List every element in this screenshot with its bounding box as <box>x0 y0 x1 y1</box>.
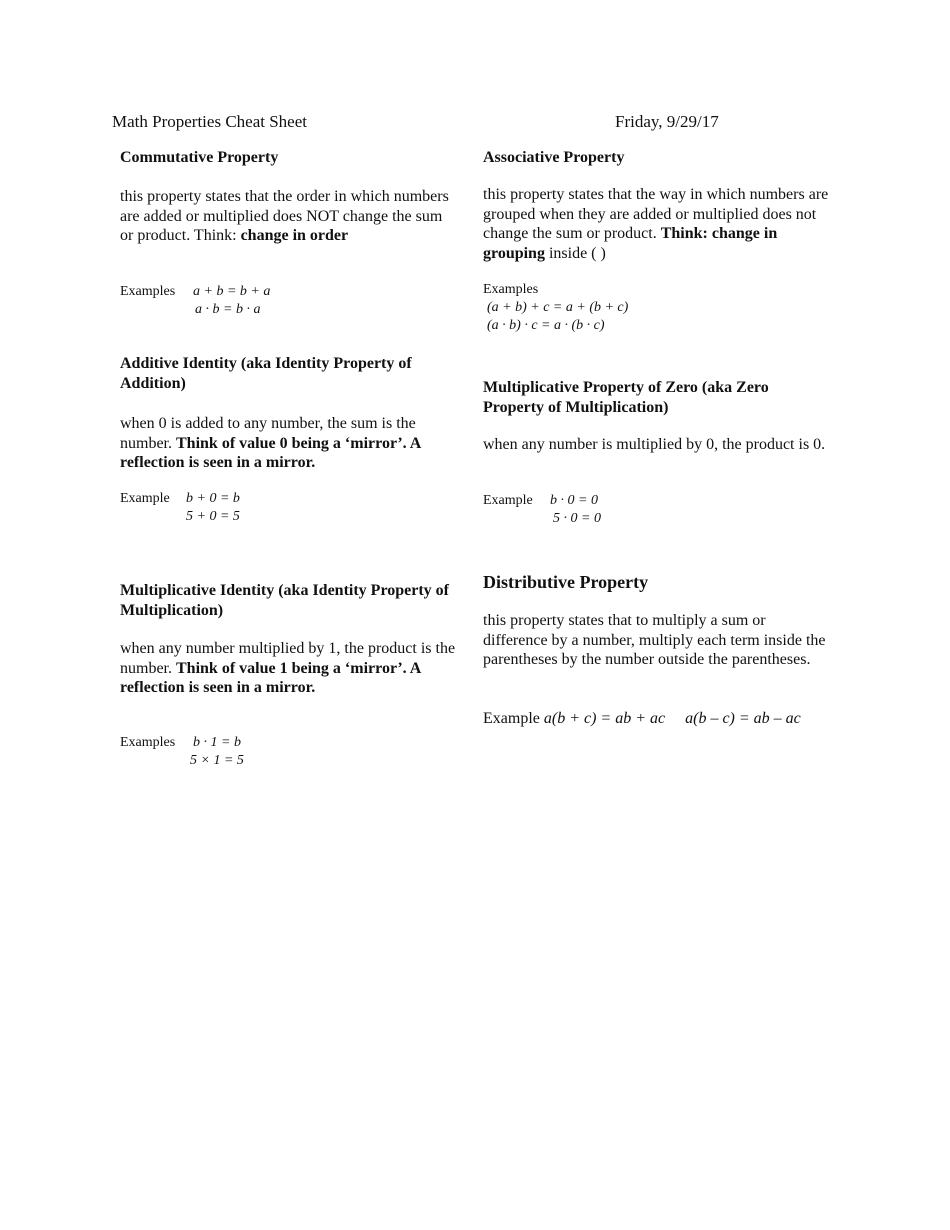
additive-identity-heading: Additive Identity (aka Identity Property of Addition) <box>120 355 412 392</box>
page-title: Math Properties Cheat Sheet <box>112 112 307 131</box>
additive-identity-description: when 0 is added to any number, the sum is the number. Think of value 0 being a ‘mirror’. A reflection is seen in a mirror. <box>120 415 421 471</box>
zero-property-heading: Multiplicative Property of Zero (aka Zero Property of Multiplication) <box>483 379 769 416</box>
multiplicative-identity-description: when any number multiplied by 1, the product is the number. Think of value 1 being a ‘mirror’. A reflection is seen in a mirror. <box>120 640 456 696</box>
multiplicative-identity-examples-label: Examples <box>120 735 176 750</box>
commutative-heading: Commutative Property <box>120 149 279 166</box>
zero-property-formula-general: b · 0 = 0 <box>550 493 598 508</box>
zero-property-example-label: Example <box>483 493 533 508</box>
multiplicative-identity-formula-general: b · 1 = b <box>193 735 241 750</box>
distributive-description: this property states that to multiply a sum or difference by a number, multiply each term inside the parentheses by the number outside the parentheses. <box>483 612 826 668</box>
multiplicative-identity-formula-numeric: 5 × 1 = 5 <box>190 753 244 768</box>
distributive-example <box>483 710 801 728</box>
commutative-examples-label: Examples <box>120 284 176 299</box>
associative-examples-label: Examples <box>483 282 539 297</box>
commutative-formula-multiplication: a · b = b · a <box>195 302 261 317</box>
commutative-description: this property states that the order in which numbers are added or multiplied does NOT change the sum or product. Think: change in order <box>120 188 449 244</box>
distributive-heading: Distributive Property <box>483 572 649 592</box>
associative-formula-addition: (a + b) + c = a + (b + c) <box>487 300 629 315</box>
associative-description: this property states that the way in which numbers are grouped when they are added or multiplied does not change the sum or product. Think: change in grouping inside ( ) <box>483 186 829 262</box>
zero-property-formula-numeric: 5 · 0 = 0 <box>553 511 601 526</box>
multiplicative-identity-heading: Multiplicative Identity (aka Identity Property of Multiplication) <box>120 582 450 619</box>
page-date: Friday, 9/29/17 <box>615 112 719 131</box>
additive-identity-formula-general: b + 0 = b <box>186 491 240 506</box>
distributive-example-label: Example <box>483 710 540 727</box>
associative-formula-multiplication: (a · b) · c = a · (b · c) <box>487 318 605 333</box>
commutative-formula-addition: a + b = b + a <box>193 284 271 299</box>
distributive-formula-difference: a(b – c) = ab – ac <box>685 710 801 727</box>
associative-heading: Associative Property <box>483 149 625 166</box>
additive-identity-formula-numeric: 5 + 0 = 5 <box>186 509 240 524</box>
additive-identity-example-label: Example <box>120 491 170 506</box>
distributive-formula-sum: a(b + c) = ab + ac <box>543 710 666 727</box>
zero-property-description: when any number is multiplied by 0, the product is 0. <box>483 436 826 453</box>
